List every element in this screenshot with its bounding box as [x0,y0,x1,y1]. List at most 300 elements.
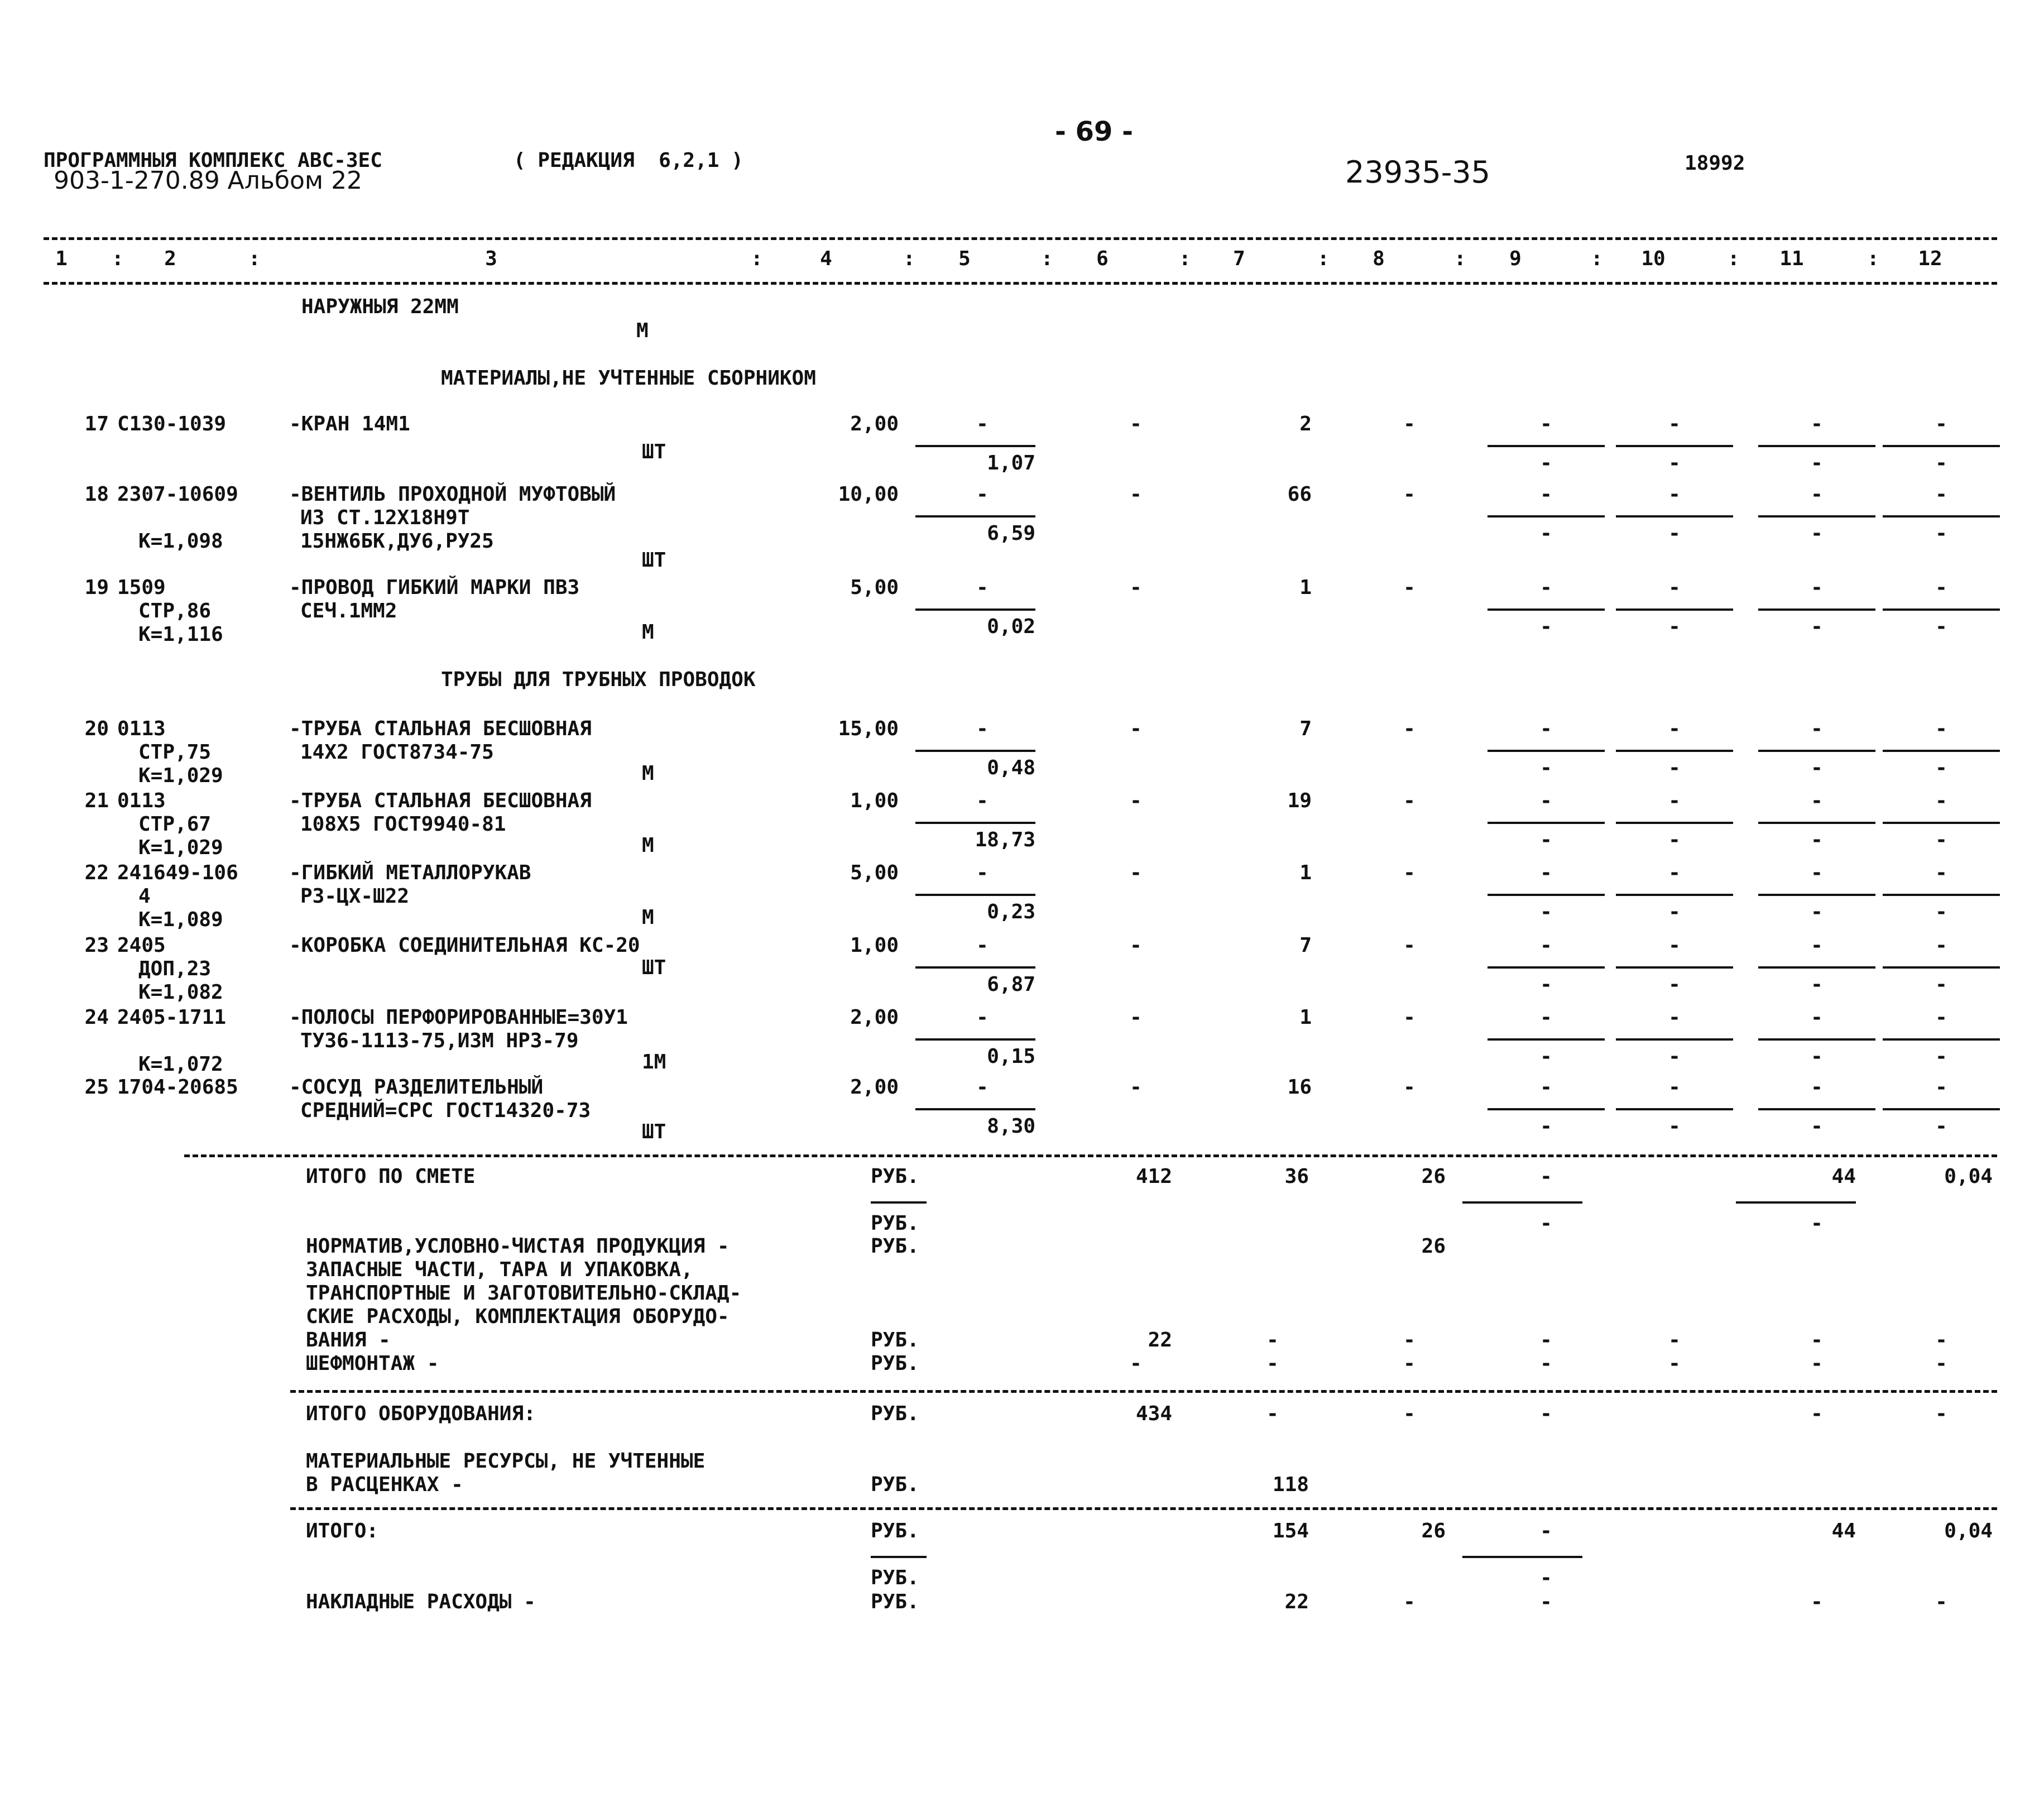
row-c5: - [976,934,989,957]
row-c12: - [1935,861,1947,884]
sheet-code: 18992 [1685,152,1745,175]
itogo-smete-label: ИТОГО ПО СМЕТЕ [306,1165,476,1188]
row-c11: - [1811,1076,1823,1099]
shef-c6: - [1130,1352,1142,1375]
itogo-smete-c11-divider [1736,1201,1856,1204]
column-separator: : [112,247,124,270]
itogo-obor-c6: 434 [1135,1402,1172,1425]
column-separator: : [1317,247,1330,270]
row-c5-divider [915,1108,1035,1110]
row-c9: - [1540,717,1552,740]
itogo-rub2: РУБ. [871,1566,919,1589]
itogo-c9-divider [1462,1556,1582,1558]
row-name: -ПРОВОД ГИБКИЙ МАРКИ ПВЗ [289,576,580,599]
row-c12-b: - [1935,756,1947,779]
row-c11: - [1811,717,1823,740]
row-c9: - [1540,413,1552,435]
row-code: ДОП,23 [138,957,212,980]
row-c7: 1 [1299,576,1312,599]
itogo-smete-divider [871,1201,927,1204]
row-code: 2405 [117,934,166,957]
row-c6: - [1130,576,1142,599]
row-name: 14Х2 ГОСТ8734-75 [300,741,494,764]
column-header-6: 6 [1096,247,1109,270]
row-c9-b: - [1540,615,1552,638]
row-code: 0113 [117,717,166,740]
row-unit: 1М [642,1051,666,1074]
row-name: ТУ36-1113-75,ИЗМ НРЗ-79 [300,1029,579,1052]
row-code: 1704-20685 [117,1076,238,1099]
row-c9-divider [1488,608,1605,611]
totals-rule-2 [290,1390,1997,1393]
row-c10-b: - [1668,1045,1681,1068]
row-c10-divider [1616,515,1733,517]
row-c12: - [1935,717,1947,740]
row-c12: - [1935,1006,1947,1029]
normativ-line: ЗАПАСНЫЕ ЧАСТИ, ТАРА И УПАКОВКА, [306,1258,693,1281]
row-c5-value: 1,07 [987,452,1035,475]
row-c7: 1 [1299,861,1312,884]
column-header-12: 12 [1918,247,1942,270]
row-c10: - [1668,576,1681,599]
row-c11-b: - [1811,828,1823,851]
row-c5: - [976,1006,989,1029]
row-c8: - [1403,576,1416,599]
row-code: 241649-106 [117,861,238,884]
row-c7: 1 [1299,1006,1312,1029]
row-code: К=1,116 [138,623,223,646]
nakladnye-c9: - [1540,1590,1552,1613]
row-c11-b: - [1811,1115,1823,1138]
column-header-5: 5 [958,247,971,270]
row-c10-b: - [1668,452,1681,475]
row-c12: - [1935,789,1947,812]
header-rule-top [44,237,1997,240]
itogo-rub: РУБ. [871,1520,919,1542]
totals-rule-3 [290,1507,1997,1510]
row-c5: - [976,576,989,599]
row-c9-b: - [1540,452,1552,475]
column-separator: : [1041,247,1053,270]
row-c8: - [1403,1076,1416,1099]
nakladnye-label: НАКЛАДНЫЕ РАСХОДЫ - [306,1590,536,1613]
column-header-3: 3 [485,247,497,270]
row-c12-divider [1883,822,2000,824]
row-c12-divider [1883,1108,2000,1110]
row-c10: - [1668,1006,1681,1029]
materials-line1: МАТЕРИАЛЬНЫЕ РЕСУРСЫ, НЕ УЧТЕННЫЕ [306,1450,706,1473]
row-name: -ГИБКИЙ МЕТАЛЛОРУКАВ [289,861,531,884]
row-c7: 2 [1299,413,1312,435]
row-c11-b: - [1811,1045,1823,1068]
materials-line2: В РАСЦЕНКАХ - [306,1473,463,1496]
row-c5-divider [915,608,1035,611]
normativ-line: НОРМАТИВ,УСЛОВНО-ЧИСТАЯ ПРОДУКЦИЯ - [306,1235,730,1258]
row-number: 21 [84,789,109,812]
row-c10-divider [1616,445,1733,447]
row-c5-divider [915,445,1035,447]
row-c11: - [1811,789,1823,812]
row-c5-divider [915,894,1035,896]
shef-rub: РУБ. [871,1352,919,1375]
shef-c7: - [1266,1352,1279,1375]
row-c9-b: - [1540,828,1552,851]
section-title-pipes: ТРУБЫ ДЛЯ ТРУБНЫХ ПРОВОДОК [441,668,756,691]
column-separator: : [1591,247,1603,270]
column-header-4: 4 [820,247,832,270]
row-number: 25 [84,1076,109,1099]
row-c11: - [1811,1006,1823,1029]
itogo-c11: 44 [1831,1520,1856,1542]
row-c9-divider [1488,750,1605,752]
row-code: 1509 [117,576,166,599]
zapas-c10: - [1668,1329,1681,1352]
row-c12-b: - [1935,973,1947,996]
row-code: К=1,029 [138,836,223,859]
row-c10-b: - [1668,1115,1681,1138]
row-c6: - [1130,483,1142,506]
row-c5: - [976,861,989,884]
row-c12-divider [1883,445,2000,447]
row-c12-b: - [1935,615,1947,638]
row-number: 24 [84,1006,109,1029]
row-c11-divider [1758,750,1875,752]
itogo-c9: - [1540,1520,1552,1542]
row-c12-divider [1883,894,2000,896]
totals-rule-1 [184,1154,1997,1157]
column-header-1: 1 [55,247,68,270]
materials-rub: РУБ. [871,1473,919,1496]
normativ-line: ТРАНСПОРТНЫЕ И ЗАГОТОВИТЕЛЬНО-СКЛАД- [306,1282,742,1305]
row-name: СРЕДНИЙ=СРС ГОСТ14320-73 [300,1099,591,1122]
normativ-line: СКИЕ РАСХОДЫ, КОМПЛЕКТАЦИЯ ОБОРУДО- [306,1305,730,1328]
row-unit: М [642,834,654,857]
row-number: 20 [84,717,109,740]
row-c11: - [1811,483,1823,506]
itogo-c8: 26 [1421,1520,1446,1542]
row-c10: - [1668,1076,1681,1099]
row-c5: - [976,413,989,435]
normativ-line: ВАНИЯ - [306,1329,391,1352]
row-c5-value: 6,87 [987,973,1035,996]
row-c10-divider [1616,822,1733,824]
program-title: ПРОГРАММНЫЯ КОМПЛЕКС АВС-ЗЕС [44,149,382,172]
itogo-smete-c7: 36 [1284,1165,1309,1188]
row-c11-b: - [1811,452,1823,475]
row-name: -ТРУБА СТАЛЬНАЯ БЕСШОВНАЯ [289,717,592,740]
nakladnye-c11: - [1811,1590,1823,1613]
row-code: К=1,029 [138,764,223,787]
row-c11-b: - [1811,900,1823,923]
section-title-materials: МАТЕРИАЛЫ,НЕ УЧТЕННЫЕ СБОРНИКОМ [441,367,816,390]
row-c10: - [1668,413,1681,435]
row-code: 4 [138,885,151,908]
zapas-c7: - [1266,1329,1279,1352]
row-c8: - [1403,789,1416,812]
itogo-smete-rub2: РУБ. [871,1212,919,1235]
row-c9-divider [1488,966,1605,969]
row-c11-divider [1758,515,1875,517]
materials-c7: 118 [1272,1473,1309,1496]
zapas-c9: - [1540,1329,1552,1352]
row-name: 15НЖ6БК,ДУ6,РУ25 [300,530,494,553]
row-c6: - [1130,789,1142,812]
row-c5-value: 8,30 [987,1115,1035,1138]
row-name: -КОРОБКА СОЕДИНИТЕЛЬНАЯ КС-20 [289,934,640,957]
itogo-smete-c9b: - [1540,1212,1552,1235]
row-code: СТР,75 [138,741,212,764]
row-c9-divider [1488,445,1605,447]
itogo-obor-c7: - [1266,1402,1279,1425]
intro-unit: М [636,319,649,342]
row-c12-b: - [1935,522,1947,545]
row-c12-b: - [1935,1045,1947,1068]
row-code: СТР,86 [138,600,212,622]
row-c9-divider [1488,1108,1605,1110]
row-c10-divider [1616,1038,1733,1041]
row-code: К=1,098 [138,530,223,553]
column-header-9: 9 [1509,247,1522,270]
shef-c9: - [1540,1352,1552,1375]
row-code: 2307-10609 [117,483,238,506]
row-qty: 2,00 [850,1006,899,1029]
row-name: ИЗ СТ.12Х18Н9Т [300,506,470,529]
row-number: 19 [84,576,109,599]
intro-line: НАРУЖНЫЯ 22ММ [301,295,459,318]
row-c7: 66 [1287,483,1312,506]
row-unit: М [642,621,654,644]
row-unit: ШТ [642,956,666,979]
row-c6: - [1130,413,1142,435]
row-number: 23 [84,934,109,957]
row-c5: - [976,1076,989,1099]
itogo-c12: 0,04 [1944,1520,1993,1542]
column-header-7: 7 [1233,247,1245,270]
row-c5-divider [915,966,1035,969]
row-c11-divider [1758,966,1875,969]
row-c5: - [976,717,989,740]
row-c5-value: 18,73 [975,828,1035,851]
row-code: К=1,072 [138,1053,223,1076]
row-c9: - [1540,1006,1552,1029]
row-c11: - [1811,576,1823,599]
normativ-c8: 26 [1421,1235,1446,1258]
row-code: К=1,089 [138,908,223,931]
row-c11-divider [1758,1108,1875,1110]
zapas-c11: - [1811,1329,1823,1352]
row-c6: - [1130,717,1142,740]
itogo-c7: 154 [1272,1520,1309,1542]
column-header-11: 11 [1779,247,1804,270]
row-c12-divider [1883,608,2000,611]
itogo-obor-c12: - [1935,1402,1947,1425]
doc-code: 23935-35 [1345,155,1490,190]
row-c9-b: - [1540,1045,1552,1068]
shef-c8: - [1403,1352,1416,1375]
column-header-8: 8 [1373,247,1385,270]
row-c12: - [1935,483,1947,506]
column-separator: : [1179,247,1191,270]
row-c11-divider [1758,894,1875,896]
itogo-smete-c8: 26 [1421,1165,1446,1188]
row-c12-b: - [1935,900,1947,923]
row-name: -КРАН 14М1 [289,413,410,435]
row-c10-divider [1616,966,1733,969]
zapas-c6: 22 [1148,1329,1172,1352]
row-c10-b: - [1668,828,1681,851]
row-c12-divider [1883,515,2000,517]
row-code: С130-1039 [117,413,227,435]
row-c10-divider [1616,750,1733,752]
row-qty: 5,00 [850,861,899,884]
row-c5-divider [915,750,1035,752]
itogo-label: ИТОГО: [306,1520,379,1542]
shef-c11: - [1811,1352,1823,1375]
row-qty: 1,00 [850,789,899,812]
row-unit: ШТ [642,549,666,572]
column-separator: : [248,247,261,270]
itogo-smete-c9-divider [1462,1201,1582,1204]
row-c5-divider [915,515,1035,517]
itogo-obor-c11: - [1811,1402,1823,1425]
itogo-smete-c9: - [1540,1165,1552,1188]
row-c5: - [976,789,989,812]
row-c12: - [1935,413,1947,435]
row-unit: М [642,906,654,929]
row-c11: - [1811,413,1823,435]
row-c10-b: - [1668,973,1681,996]
row-c9-b: - [1540,900,1552,923]
row-c9: - [1540,1076,1552,1099]
row-name: 108Х5 ГОСТ9940-81 [300,813,506,836]
row-c9: - [1540,934,1552,957]
page-number: - 69 - [1054,116,1134,147]
row-name: -ТРУБА СТАЛЬНАЯ БЕСШОВНАЯ [289,789,592,812]
itogo-obor-rub: РУБ. [871,1402,919,1425]
row-c10-divider [1616,894,1733,896]
nakladnye-c8: - [1403,1590,1416,1613]
row-qty: 5,00 [850,576,899,599]
row-c5-divider [915,822,1035,824]
row-c11-b: - [1811,756,1823,779]
row-c10: - [1668,934,1681,957]
row-c11-divider [1758,445,1875,447]
column-separator: : [1454,247,1466,270]
row-unit: ШТ [642,1120,666,1143]
zapas-rub: РУБ. [871,1329,919,1352]
shef-c12: - [1935,1352,1947,1375]
row-c9: - [1540,861,1552,884]
row-c12-b: - [1935,452,1947,475]
row-c5-value: 0,15 [987,1045,1035,1068]
row-qty: 1,00 [850,934,899,957]
row-name: СЕЧ.1ММ2 [300,600,397,622]
itogo-obor-c8: - [1403,1402,1416,1425]
row-c11: - [1811,934,1823,957]
row-c5-value: 0,23 [987,900,1035,923]
itogo-smete-rub: РУБ. [871,1165,919,1188]
row-code: К=1,082 [138,981,223,1004]
row-c5-value: 0,48 [987,756,1035,779]
row-qty: 10,00 [838,483,899,506]
row-c7: 7 [1299,934,1312,957]
itogo-smete-c12: 0,04 [1944,1165,1993,1188]
itogo-obor-c9: - [1540,1402,1552,1425]
row-qty: 2,00 [850,413,899,435]
row-c12-divider [1883,1038,2000,1041]
row-c5-value: 0,02 [987,615,1035,638]
header-rule-bottom [44,282,1997,285]
row-c10: - [1668,861,1681,884]
nakladnye-c12: - [1935,1590,1947,1613]
zapas-c8: - [1403,1329,1416,1352]
row-c12-divider [1883,966,2000,969]
row-unit: М [642,762,654,785]
itogo-smete-c6: 412 [1135,1165,1172,1188]
row-c11-b: - [1811,973,1823,996]
row-qty: 15,00 [838,717,899,740]
row-c11-b: - [1811,615,1823,638]
normativ-line: ШЕФМОНТАЖ - [306,1352,439,1375]
row-code: СТР,67 [138,813,212,836]
itogo-smete-c11b: - [1811,1212,1823,1235]
row-c5-divider [915,1038,1035,1041]
row-c9-divider [1488,515,1605,517]
itogo-obor-label: ИТОГО ОБОРУДОВАНИЯ: [306,1402,536,1425]
row-c11: - [1811,861,1823,884]
row-name: -ПОЛОСЫ ПЕРФОРИРОВАННЫЕ=30У1 [289,1006,628,1029]
row-number: 17 [84,413,109,435]
row-c9: - [1540,576,1552,599]
row-name: -ВЕНТИЛЬ ПРОХОДНОЙ МУФТОВЫЙ [289,483,616,506]
zapas-c12: - [1935,1329,1947,1352]
row-code: 0113 [117,789,166,812]
album-label: 903-1-270.89 Альбом 22 [54,166,363,195]
row-c12-b: - [1935,828,1947,851]
row-c11-divider [1758,1038,1875,1041]
column-separator: : [1867,247,1879,270]
edition-label: ( РЕДАКЦИЯ 6,2,1 ) [514,149,743,172]
row-c8: - [1403,717,1416,740]
column-separator: : [751,247,763,270]
row-c10-b: - [1668,522,1681,545]
row-c11-b: - [1811,522,1823,545]
row-c7: 16 [1287,1076,1312,1099]
column-separator: : [1728,247,1740,270]
row-qty: 2,00 [850,1076,899,1099]
row-c6: - [1130,1006,1142,1029]
row-c10-b: - [1668,756,1681,779]
row-number: 18 [84,483,109,506]
row-c9-b: - [1540,756,1552,779]
row-c10-b: - [1668,900,1681,923]
row-c9: - [1540,789,1552,812]
shef-c10: - [1668,1352,1681,1375]
row-c9-b: - [1540,522,1552,545]
row-c12: - [1935,934,1947,957]
row-c8: - [1403,1006,1416,1029]
row-c9-divider [1488,894,1605,896]
row-c10: - [1668,789,1681,812]
row-c7: 7 [1299,717,1312,740]
row-c12-b: - [1935,1115,1947,1138]
row-c10-divider [1616,608,1733,611]
row-c9-divider [1488,822,1605,824]
row-c11-divider [1758,822,1875,824]
row-c5: - [976,483,989,506]
itogo-smete-c11: 44 [1831,1165,1856,1188]
row-c10: - [1668,483,1681,506]
